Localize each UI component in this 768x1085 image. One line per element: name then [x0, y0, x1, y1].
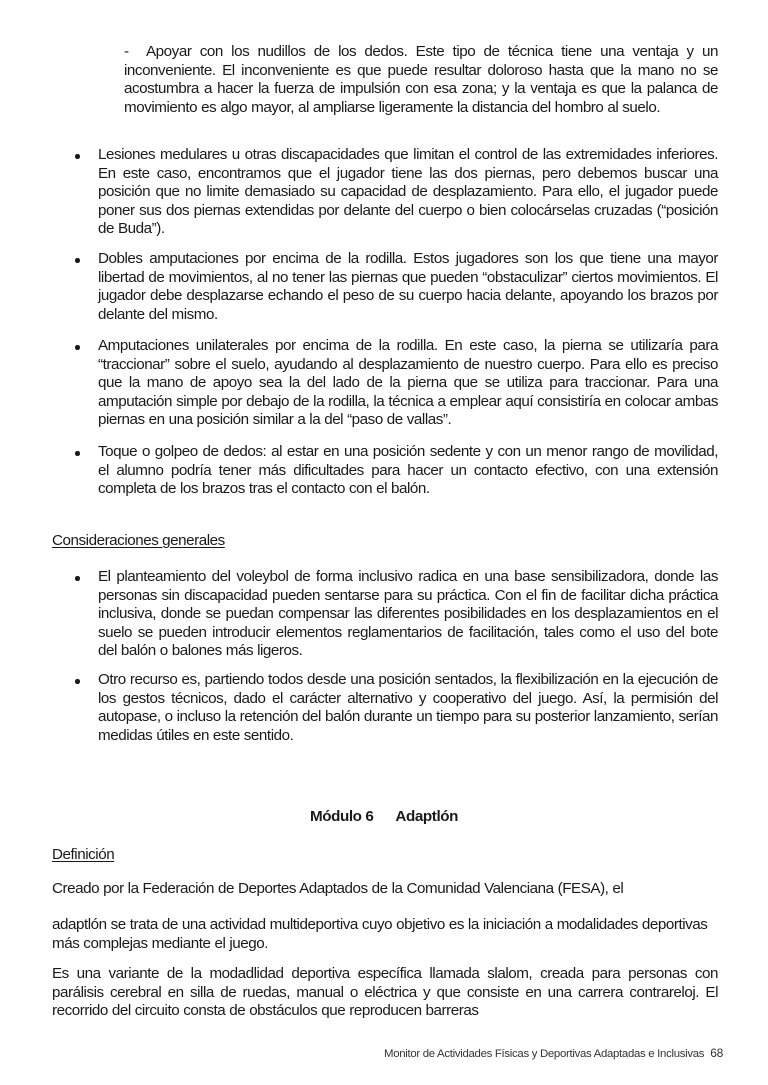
bullet-item-lesiones-medulares: [98, 146, 718, 239]
bullet-item-toque-golpeo: [98, 443, 718, 499]
module-name: Adaptlón: [395, 808, 459, 825]
bullet-item-otro-recurso: [98, 671, 718, 745]
dash-item-text: Apoyar con los nudillos de los dedos. Este tipo de técnica tiene una ventaja y un inconveniente. El inconveniente es que puede resultar doloroso hasta que la mano no se acostumbra a hacer la fuerza de impulsión con esa zona; y la ventaja es que la palanca de movimiento es algo mayor, al ampliarse ligeramente la distancia del hombro al suelo.: [124, 43, 718, 116]
paragraph-variante-slalom: Es una variante de la modadlidad deportiva específica llamada slalom, creada para personas con parálisis cerebral en silla de ruedas, manual o eléctrica y que consiste en una carrera contrareloj. El recorrido del circuito consta de obstáculos que reproducen barreras: [52, 965, 718, 1020]
bullet-item-planteamiento: [98, 568, 718, 661]
page-number: 68: [710, 1046, 723, 1060]
paragraph-adaptlon-objetivo: adaptlón se trata de una actividad multideportiva cuyo objetivo es la iniciación a modalidades deportivas más complejas mediante el juego.: [52, 916, 708, 952]
bullet-item-dobles-amputaciones: [98, 250, 718, 324]
bullet-item-amputaciones-unilaterales: [98, 337, 718, 430]
dash-marker: -: [124, 43, 129, 60]
section-heading-consideraciones: Consideraciones generales: [52, 532, 225, 549]
module-title: [0, 808, 768, 825]
bullet-text: El planteamiento del voleybol de forma inclusivo radica en una base sensibilizadora, donde las personas sin discapacidad pueden sentarse para su práctica. Con el fin de facilitar dicha práctica inclusiva, donde se puedan compensar las diferentes posibilidades en los desplazamientos en el suelo se pueden introducir elementos reglamentarios de facilitación, tales como el uso del bote del balón o balones más ligeros.: [98, 568, 718, 660]
paragraph-creado-por: Creado por la Federación de Deportes Adaptados de la Comunidad Valenciana (FESA), el: [52, 880, 624, 897]
footer-title: Monitor de Actividades Físicas y Deportivas Adaptadas e Inclusivas: [384, 1048, 705, 1060]
bullet-text: Otro recurso es, partiendo todos desde una posición sentados, la flexibilización en la ejecución de los gestos técnicos, dado el carácter alternativo y cooperativo del juego. Así, la permisión del autopase, o incluso la retención del balón durante un tiempo para su posterior lanzamiento, serían medidas útiles en este sentido.: [98, 671, 718, 744]
dash-list-item: [124, 43, 718, 117]
section-heading-definicion: Definición: [52, 846, 115, 863]
bullet-text: Amputaciones unilaterales por encima de la rodilla. En este caso, la pierna se utilizaría para “traccionar” sobre el suelo, ayudando al desplazamiento de nuestro cuerpo. Para ello es preciso que la mano de apoyo sea la del lado de la pierna que se utiliza para traccionar. Para una amputación simple por debajo de la rodilla, la técnica a emplear aquí consistiría en colocar ambas piernas en una posición similar a la del “paso de vallas”.: [98, 337, 718, 429]
page-footer: [384, 1046, 723, 1060]
module-number: Módulo 6: [309, 808, 374, 825]
bullet-text: Toque o golpeo de dedos: al estar en una posición sedente y con un menor rango de movilidad, el alumno podría tener más dificultades para hacer un contacto efectivo, con una extensión completa de los brazos tras el contacto con el balón.: [98, 443, 718, 498]
bullet-text: Lesiones medulares u otras discapacidades que limitan el control de las extremidades inferiores. En este caso, encontramos que el jugador tiene las dos piernas, pero debemos buscar una posición que no limite demasiado su capacidad de desplazamiento. Para ello, el jugador puede poner sus dos piernas extendidas por delante del cuerpo o bien colocárselas cruzadas (“posición de Buda”).: [98, 146, 718, 238]
bullet-text: Dobles amputaciones por encima de la rodilla. Estos jugadores son los que tiene una mayor libertad de movimientos, al no tener las piernas que pueden “obstaculizar” ciertos movimientos. El jugador debe desplazarse echando el peso de su cuerpo hacia delante, apoyando los brazos por delante del mismo.: [98, 250, 718, 323]
